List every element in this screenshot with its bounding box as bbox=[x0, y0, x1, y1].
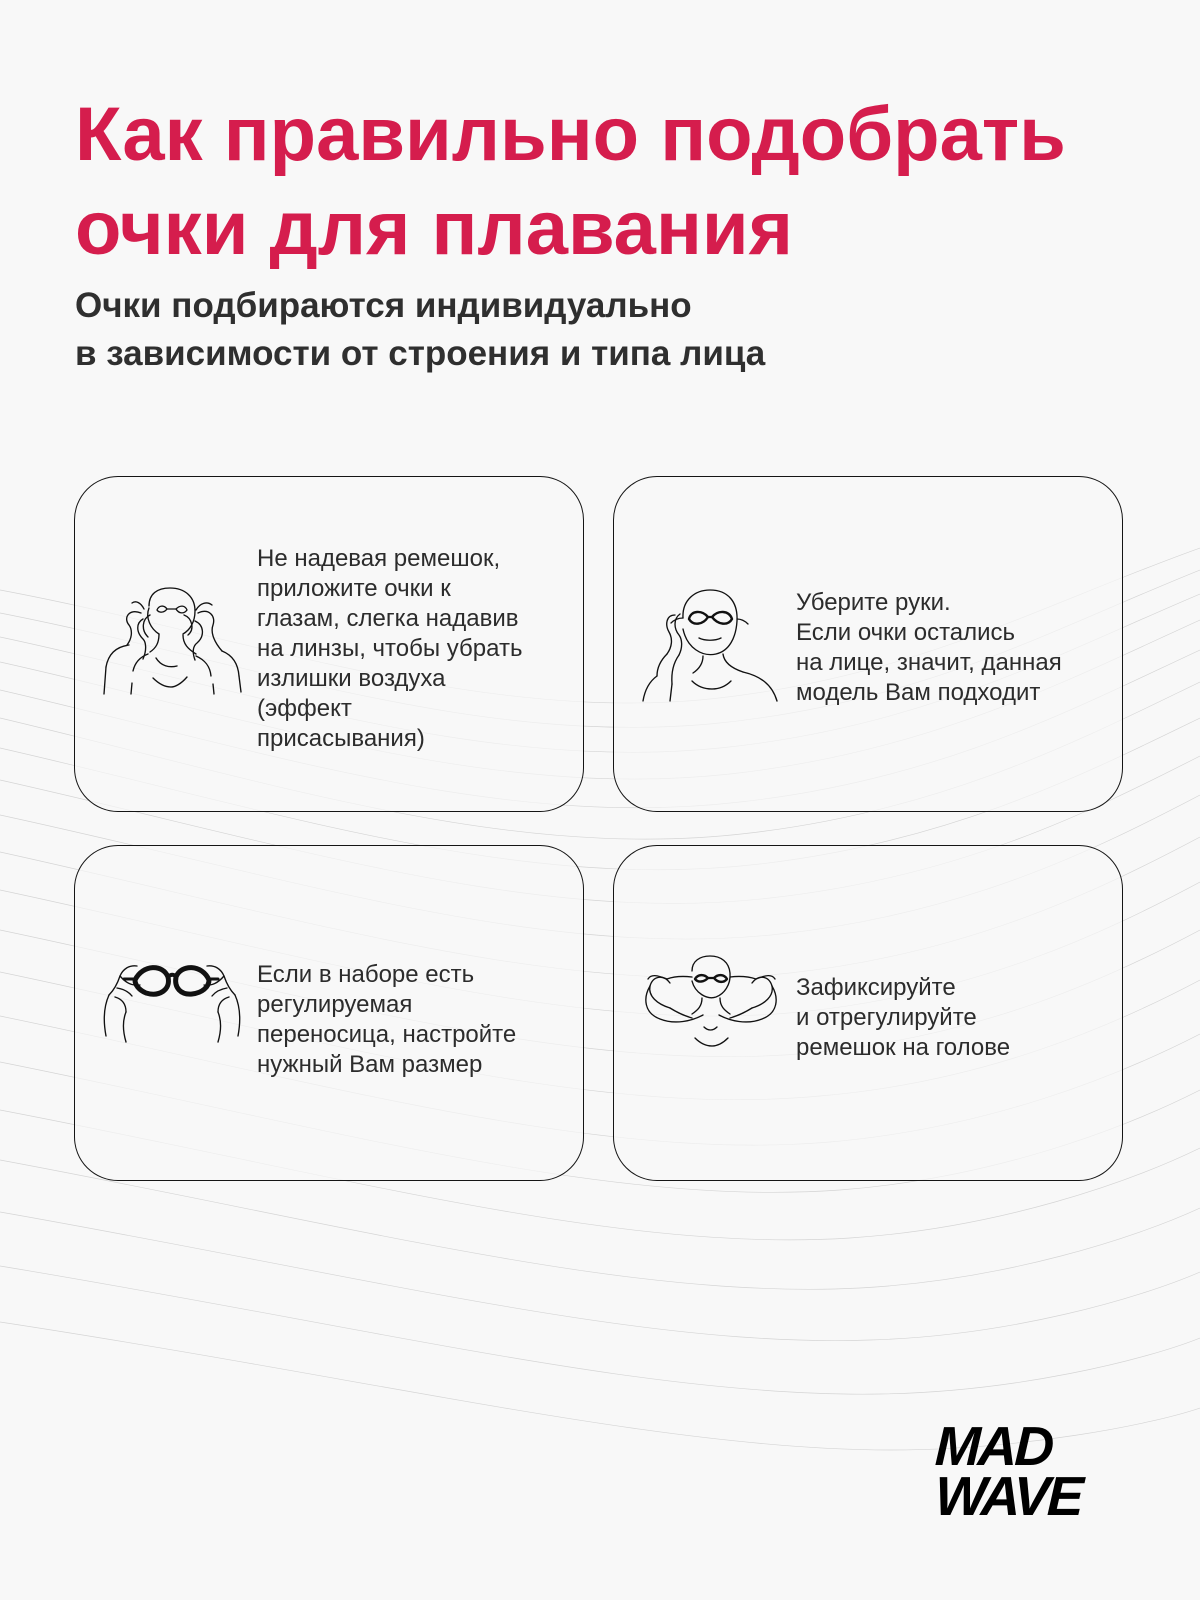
person-adjusting-strap-icon bbox=[640, 956, 780, 1076]
step-card-adjust-nosepiece bbox=[74, 845, 584, 1181]
person-with-goggles-hands-away-icon bbox=[640, 590, 780, 710]
hands-pressing-goggles-to-eyes-icon bbox=[101, 588, 241, 708]
step-text-press-goggles: Не надевая ремешок, приложите очки к глазам, слегка надавив на линзы, чтобы убрать излишки воздуха (эффект присасывания) bbox=[257, 545, 523, 752]
subtitle-line-2: в зависимости от строения и типа лица bbox=[75, 334, 766, 373]
hands-adjusting-nosepiece-icon bbox=[101, 954, 241, 1074]
page-title: Как правильно подобрать очки для плавания bbox=[75, 92, 1066, 271]
step-text-adjust-nosepiece: Если в наборе есть регулируемая переносица, настройте нужный Вам размер bbox=[257, 961, 517, 1078]
subtitle-line-1: Очки подбираются индивидуально bbox=[75, 286, 692, 325]
logo-line-mad: MAD bbox=[933, 1415, 1053, 1477]
page-subtitle bbox=[75, 282, 975, 378]
step-text-remove-hands: Уберите руки. Если очки остались на лице, значит, данная модель Вам подходит bbox=[796, 589, 1062, 706]
step-card-press-goggles bbox=[74, 476, 584, 812]
step-card-adjust-strap bbox=[613, 845, 1123, 1181]
step-card-remove-hands bbox=[613, 476, 1123, 812]
step-text-adjust-strap: Зафиксируйте и отрегулируйте ремешок на голове bbox=[796, 974, 1011, 1061]
logo-line-wave: WAVE bbox=[933, 1465, 1082, 1527]
mad-wave-logo bbox=[933, 1415, 1130, 1532]
